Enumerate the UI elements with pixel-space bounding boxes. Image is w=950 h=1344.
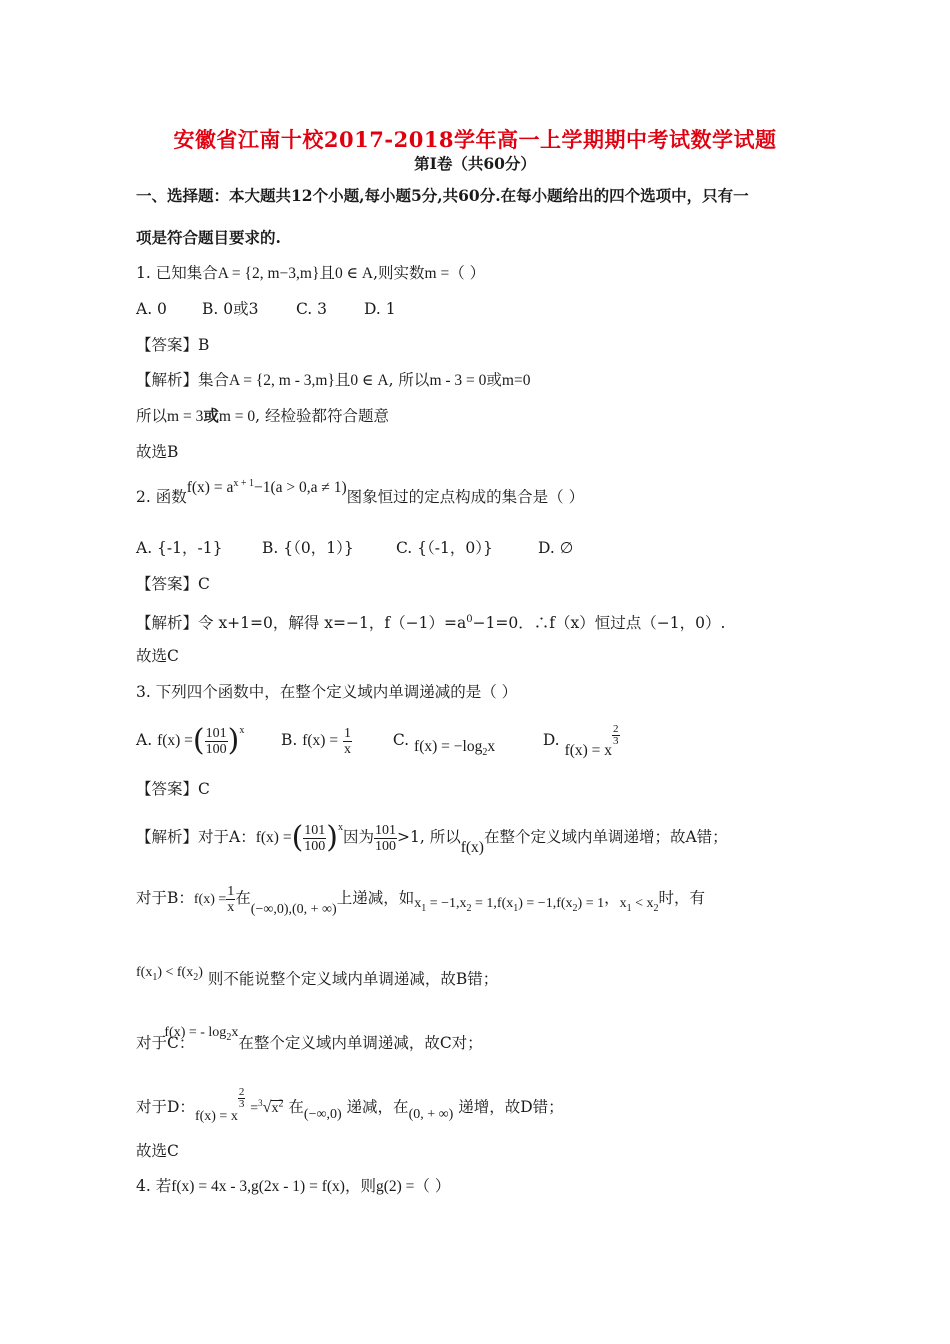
q3-analysis-a: 【解析】对于A：f(x) =( $\frac{101}{100}$ )$^x$因为 $\frac{101}{100}$ >1, 所以f(x)在整个定义域内单调递增；故A错； [136, 820, 728, 857]
q2-option-a: A. {-1，-1} [136, 539, 223, 557]
document-subtitle: 第Ⅰ卷（共60分） [414, 154, 536, 173]
q2-analysis: 【解析】令 x+1=0，解得 x=−1，$f(-1)=a^0-1=0$．∴f（x）恒过点（−1，0）. [136, 614, 726, 633]
q1-option-d: D. 1 [364, 300, 396, 318]
q3-conclusion: 故选C [136, 1142, 179, 1160]
q3-option-b: B. f(x) = $\frac{1}{x}$ [280, 725, 351, 757]
q1-option-b: B. 0或3 [202, 300, 259, 318]
q3-option-c: C. $f(x) = -\log_2x$ [392, 731, 496, 759]
section-heading-line1: 一、选择题：本大题共12个小题,每小题5分,共60分.在每小题给出的四个选项中，只有一 [136, 186, 749, 205]
q1-analysis-line1: 【解析】集合A = {2, m - 3,m}且0 ∈ A, 所以m - 3 = 0或m=0 [136, 371, 531, 389]
q1-conclusion: 故选B [136, 443, 179, 461]
section-heading-line2: 项是符合题目要求的. [136, 228, 281, 247]
q2-options [136, 538, 573, 558]
q2-option-d: D. ∅ [538, 539, 574, 557]
q3-option-d: D. f(x) = x $\frac{2}{3}$ [542, 722, 619, 760]
q2-option-b: B. {（0，1）} [262, 539, 354, 557]
q3-options [136, 718, 620, 766]
q1-option-c: C. 3 [296, 300, 328, 318]
q2-answer: 【答案】C [136, 575, 210, 593]
q2-stem: 2. 函数$f(x) = a^{x + 1}-1(a > 0,a \ne 1)$图象恒过的定点构成的集合是（ ） [136, 478, 585, 507]
q3-analysis-b: 对于B：f(x) = $\frac{1}{x}$ 在(−∞,0),(0, + ∞)上递减，如$x_1 = -1,x_2 = 1,f(x_1) = -1,f(x_2) = 1$，$x_1 < x_2$时，有 [136, 883, 706, 917]
q2-conclusion: 故选C [136, 647, 179, 665]
q3-analysis-d: 对于D：f(x) = x $\frac{2}{3}$ $=^3√x^2$ 在(−∞,0) 递减，在(0, + ∞) 递增，故D错； [136, 1085, 564, 1125]
document-title: 安徽省江南十校2017-2018学年高一上学期期中考试数学试题 [173, 127, 777, 152]
q1-answer: 【答案】B [136, 336, 210, 354]
q3-analysis-b2: $f(x_1) < f(x_2)$ 则不能说整个定义域内单调递减，故B错； [136, 965, 499, 988]
q4-stem: 4. 若f(x) = 4x - 3,g(2x - 1) = f(x)，则g(2) =（ ） [136, 1177, 451, 1195]
q1-options [136, 299, 396, 319]
q1-stem: 1. 已知集合A = {2, m−3,m}且0 ∈ A,则实数m =（ ） [136, 264, 486, 282]
q3-answer: 【答案】C [136, 780, 210, 798]
q1-option-a: A. 0 [136, 300, 167, 318]
q1-analysis-line2: 所以m = 3或m = 0, 经检验都符合题意 [136, 406, 390, 425]
q2-option-c: C. {（-1，0）} [396, 539, 493, 557]
q3-option-a: A. f(x) =( $\frac{101}{100}$ )$^x$ [136, 723, 245, 759]
q3-stem: 3. 下列四个函数中，在整个定义域内单调递减的是（ ） [136, 683, 518, 701]
q3-analysis-c: 对于C：f(x) = - $\log_2x$在整个定义域内单调递减，故C对； [136, 1025, 483, 1052]
